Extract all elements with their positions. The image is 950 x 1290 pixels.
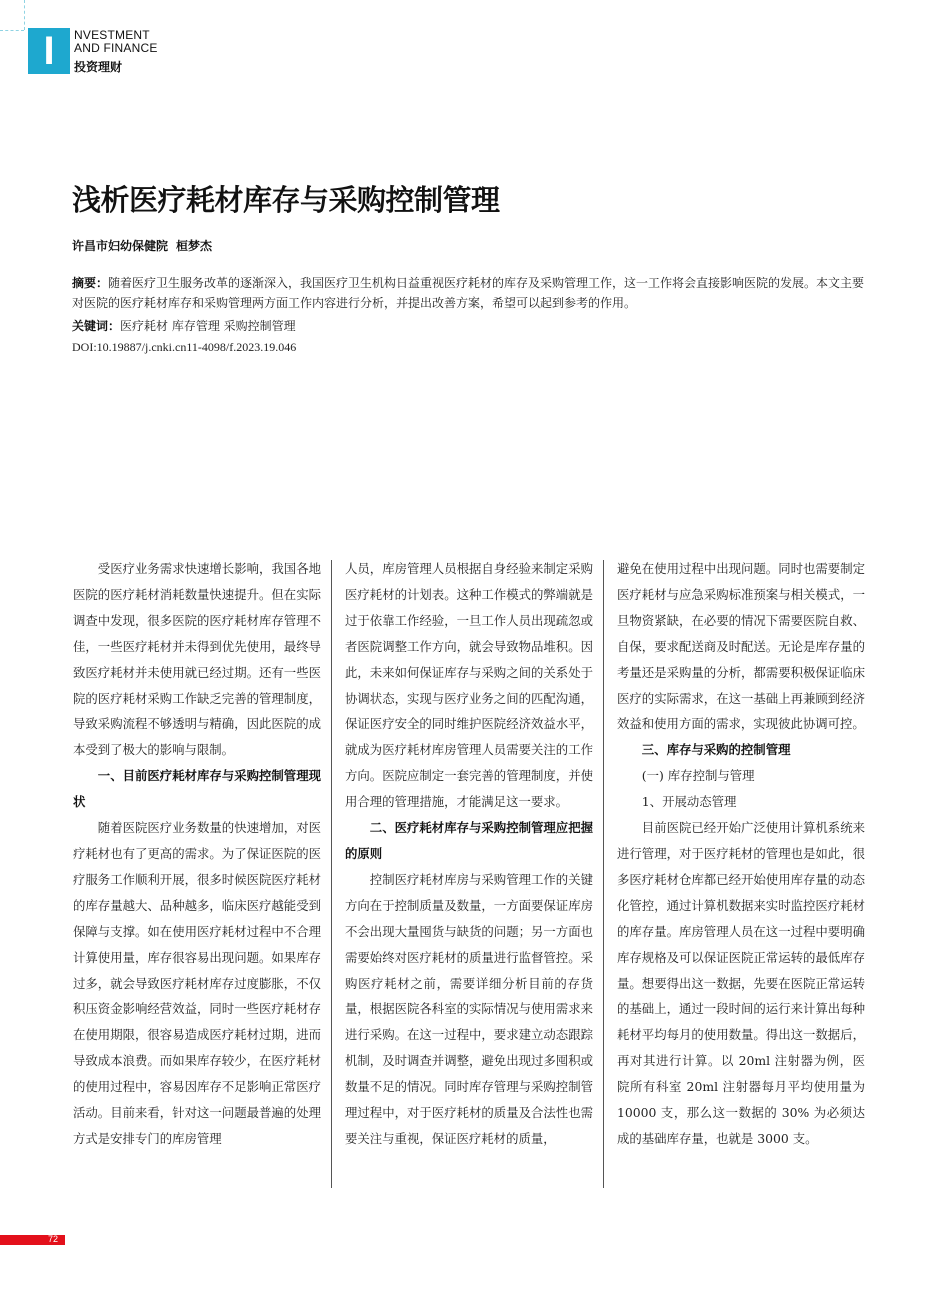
crop-mark-horizontal — [0, 30, 24, 31]
section-heading-1: 一、目前医疗耗材库存与采购控制管理现状 — [73, 768, 321, 810]
paragraph: 控制医疗耗材库房与采购管理工作的关键方向在于控制质量及数量，一方面要保证库房不会出现大量囤货与缺货的问题；另一方面也需要始终对医疗耗材的质量进行监督管控。采购医疗耗材之前，需要详细分析目前的存货量，根据医院各科室的实际情况与使用需求来进行采购。在这一过程中，要求建立动态跟踪机制，及时调查并调整，避免出现过多囤积或数量不足的情况。同时库存管理与采购控制管理过程中，对于医疗耗材的质量及合法性也需要关注与重视，保证医疗耗材的质量， — [345, 871, 593, 1146]
logo-line-1: NVESTMENT — [74, 28, 150, 42]
keywords-label: 关键词： — [72, 319, 121, 333]
keywords — [72, 317, 296, 334]
author-line — [72, 237, 212, 254]
subsection-heading: (一) 库存控制与管理 — [641, 768, 755, 784]
paragraph: 目前医院已经开始广泛使用计算机系统来进行管理，对于医疗耗材的管理也是如此，很多医疗耗材仓库都已经开始使用库存量的动态化管控，通过计算机数据来实时监控医疗耗材的库存量。库房管理人员在这一过程中要明确库存规格及可以保证医院正常运转的最低库存量。想要得出这一数据，先要在医院正常运转的基础上，通过一段时间的运行来计算出每种耗材平均每月的使用数量。得出这一数据后，再对其进行计算。以 20ml 注射器为例，医院所有科室 20ml 注射器每月平均使用量为 10000 支，那么这一数据的 30% 为必须达成的基础库存量，也就是 3000 支。 — [617, 820, 865, 1146]
paragraph: 随着医院医疗业务数量的快速增加，对医疗耗材也有了更高的需求。为了保证医院的医疗服务工作顺利开展，很多时候医院医疗耗材的库存量越大、品种越多，临床医疗越能受到保障与支撑。如在使用医疗耗材过程中不合理计算使用量，库存很容易出现问题。如果库存过多，就会导致医疗耗材库存过度膨胀，不仅积压资金影响经营效益，同时一些医疗耗材存在使用期限，很容易造成医疗耗材过期，进而导致成本浪费。而如果库存较少，在医疗耗材的使用过程中，容易因库存不足影响正常医疗活动。目前来看，针对这一问题最普遍的处理方式是安排专门的库房管理 — [73, 820, 321, 1146]
page-number: 72 — [48, 1234, 59, 1244]
affiliation: 许昌市妇幼保健院 — [72, 239, 169, 253]
doi: DOI:10.19887/j.cnki.cn11-4098/f.2023.19.046 — [72, 340, 297, 354]
section-heading-3: 三、库存与采购的控制管理 — [641, 742, 791, 758]
author-name: 桓梦杰 — [176, 239, 213, 253]
abstract-label: 摘要： — [72, 276, 109, 290]
paragraph: 人员，库房管理人员根据自身经验来制定采购医疗耗材的计划表。这种工作模式的弊端就是过于依靠工作经验，一旦工作人员出现疏忽或者医院调整工作方向，就会导致物品堆积。因此，未来如何保证库存与采购之间的关系处于协调状态，实现与医疗业务之间的匹配沟通，保证医疗安全的同时维护医院经济效益水平，就成为医疗耗材库房管理人员需要关注的工作方向。医院应制定一套完善的管理制度，并使用合理的管理措施，才能满足这一要求。 — [345, 561, 593, 810]
article-title: 浅析医疗耗材库存与采购控制管理 — [72, 183, 500, 217]
section-heading-2: 二、医疗耗材库存与采购控制管理应把握的原则 — [345, 820, 593, 861]
keywords-text: 医疗耗材 库存管理 采购控制管理 — [120, 319, 296, 333]
column-3 — [617, 556, 865, 1152]
abstract-text: 随着医疗卫生服务改革的逐渐深入，我国医疗卫生机构日益重视医疗耗材的库存及采购管理工作，这一工作将会直接影响医院的发展。本文主要对医院的医疗耗材库存和采购管理两方面工作内容进行分析，并提出改善方案，希望可以起到参考的作用。 — [72, 276, 865, 310]
crop-mark-vertical — [24, 0, 25, 30]
column-2 — [345, 556, 593, 1152]
journal-logo — [28, 28, 178, 76]
paragraph: 避免在使用过程中出现问题。同时也需要制定医疗耗材与应急采购标准预案与相关模式，一旦物资紧缺，在必要的情况下需要医院自救、自保，要求配送商及时配送。无论是库存量的考量还是采购量的分析，都需要积极保证临床医疗的实际需求，在这一基础上再兼顾到经济效益和使用方面的需求，实现彼此协调可控。 — [617, 561, 865, 732]
column-divider — [603, 560, 604, 1188]
logo-chinese: 投资理财 — [74, 60, 123, 74]
logo-line-2: AND FINANCE — [74, 41, 158, 55]
paragraph: 受医疗业务需求快速增长影响，我国各地医院的医疗耗材消耗数量快速提升。但在实际调查中发现，很多医院的医疗耗材库存管理不佳，一些医疗耗材并未得到优先使用，最终导致医疗耗材并未使用就已经过期。还有一些医院的医疗耗材采购工作缺乏完善的管理制度，导致采购流程不够透明与精确，因此医院的成本受到了极大的影响与限制。 — [73, 561, 321, 758]
logo-letter: I — [28, 28, 70, 74]
column-divider — [331, 560, 332, 1188]
abstract — [72, 273, 872, 313]
column-1 — [73, 556, 321, 1152]
subsubsection-heading: 1、开展动态管理 — [641, 794, 737, 810]
